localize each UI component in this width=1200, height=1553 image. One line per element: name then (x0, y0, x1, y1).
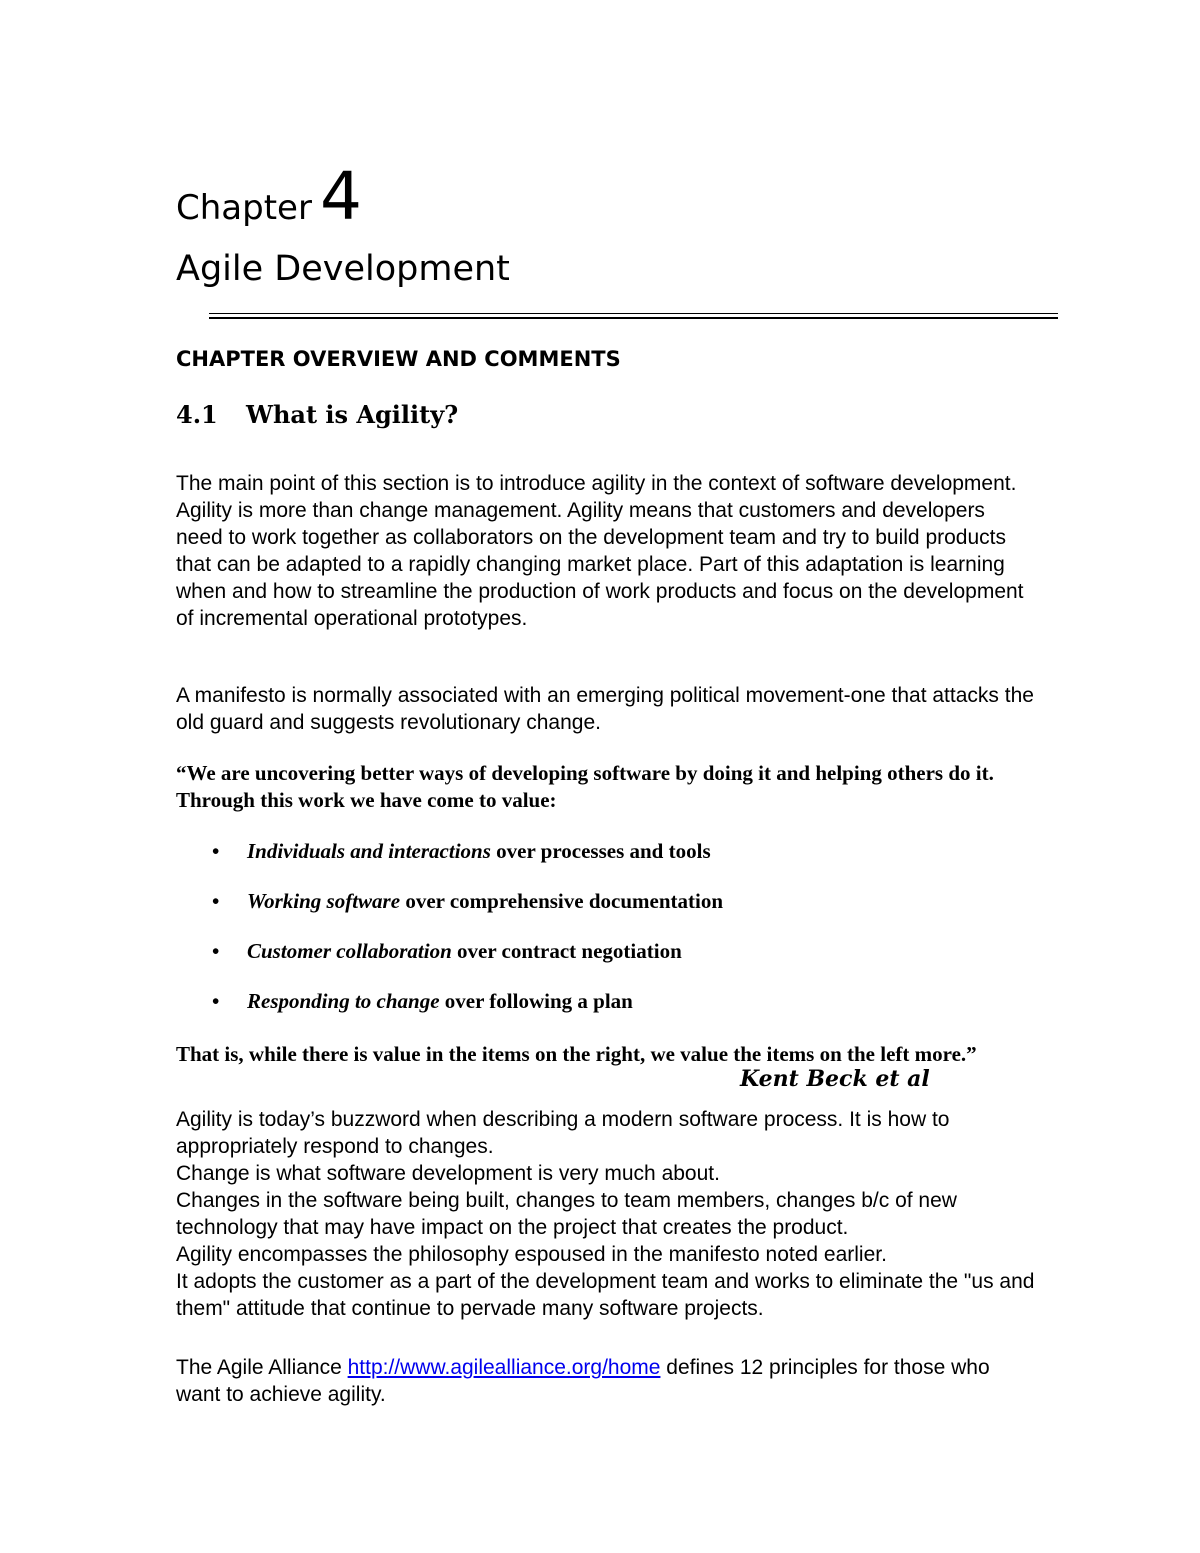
manifesto-values-list (176, 838, 723, 1038)
quote-attribution: Kent Beck et al (740, 1066, 930, 1092)
overview-heading: CHAPTER OVERVIEW AND COMMENTS (176, 347, 621, 371)
bullet-icon: • (212, 839, 220, 863)
title-divider-top (209, 313, 1058, 314)
title-divider-bottom (209, 317, 1058, 319)
bullet-icon: • (212, 989, 220, 1013)
alliance-text-after: defines 12 principles for those who want to achieve agility. (176, 1356, 990, 1406)
agility-paragraph: Agility is today’s buzzword when describing a modern software process. It is how to appropriately respond to changes. Change is what software development is very much about. Changes in the software being built, changes to team members, changes b/c of new technology that may have impact on the project that creates the product. Agility encompasses the philosophy espoused in the manifesto noted earlier. It adopts the customer as a part of the development team and works to eliminate the "us and them" attitude that continue to pervade many software projects. (176, 1108, 1035, 1320)
intro-paragraph: The main point of this section is to introduce agility in the context of software development. Agility is more than change management. Agility means that customers and developers need to work together as collaborators on the development team and try to build products that can be adapted to a rapidly changing market place. Part of this adaptation is learning when and how to streamline the production of work products and focus on the development of incremental operational prototypes. (176, 472, 1024, 630)
chapter-title: Agile Development (176, 249, 510, 289)
chapter-number: 4 (319, 158, 362, 235)
list-item (176, 838, 723, 888)
value-emphasis: Working software (247, 889, 401, 913)
section-title: What is Agility? (246, 400, 459, 429)
section-number: 4.1 (176, 400, 218, 429)
list-item (176, 938, 723, 988)
alliance-text-before: The Agile Alliance (176, 1356, 348, 1379)
bullet-icon: • (212, 889, 220, 913)
agile-alliance-link[interactable]: http://www.agilealliance.org/home (347, 1356, 661, 1379)
value-rest: over comprehensive documentation (400, 889, 724, 913)
list-item (176, 888, 723, 938)
value-emphasis: Responding to change (247, 989, 440, 1013)
value-emphasis: Customer collaboration (247, 939, 452, 963)
value-emphasis: Individuals and interactions (247, 839, 491, 863)
manifesto-paragraph: A manifesto is normally associated with an emerging political movement-one that attacks the old guard and suggests revolutionary change. (176, 684, 1034, 734)
bullet-icon: • (212, 939, 220, 963)
chapter-label: Chapter (176, 188, 312, 228)
section-heading (176, 400, 458, 429)
value-rest: over following a plan (439, 989, 633, 1013)
value-rest: over processes and tools (490, 839, 711, 863)
chapter-heading (176, 158, 362, 235)
list-item (176, 988, 723, 1038)
manifesto-intro-quote: “We are uncovering better ways of developing software by doing it and helping others do it. Through this work we have come to value: (176, 761, 994, 812)
alliance-paragraph (176, 1354, 1036, 1408)
manifesto-closing-quote: That is, while there is value in the items on the right, we value the items on the left more.” (176, 1042, 977, 1066)
value-rest: over contract negotiation (451, 939, 682, 963)
